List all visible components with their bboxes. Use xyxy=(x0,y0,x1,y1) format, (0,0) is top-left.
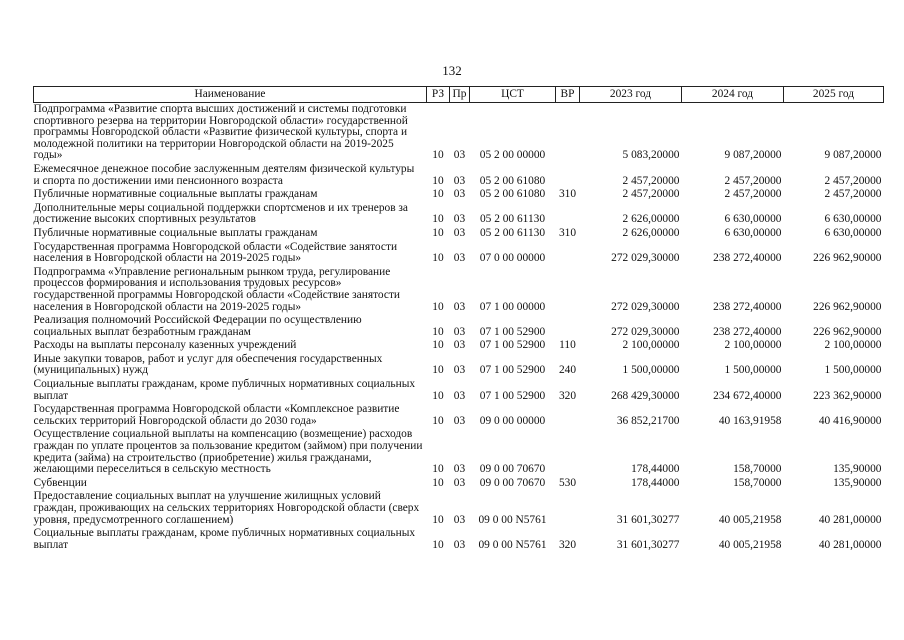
row-name: Расходы на выплаты персоналу казенных учреждений xyxy=(33,339,297,352)
row-2024: 40 163,91958 xyxy=(718,414,782,427)
row-pr: 03 xyxy=(453,463,466,476)
header-2024: 2024 год xyxy=(682,87,784,103)
row-rz: 10 xyxy=(432,339,444,352)
row-cst: 09 0 00 70670 xyxy=(479,476,546,489)
row-pr: 03 xyxy=(453,300,466,313)
header-2025: 2025 год xyxy=(784,87,884,103)
row-2023: 272 029,30000 xyxy=(611,325,680,338)
row-cst: 05 2 00 61130 xyxy=(479,226,546,239)
table-row xyxy=(34,163,884,188)
row-pr: 03 xyxy=(453,213,466,226)
row-vr: 240 xyxy=(558,364,577,377)
row-2025: 2 100,00000 xyxy=(824,339,882,352)
row-name: Реализация полномочий Российской Федерации по осуществлению социальных выплат безработным гражданам xyxy=(33,314,362,338)
row-2023: 2 626,00000 xyxy=(622,226,680,239)
table-row xyxy=(34,266,884,314)
row-rz: 10 xyxy=(432,389,444,402)
row-2024: 6 630,00000 xyxy=(724,213,782,226)
row-2024: 238 272,40000 xyxy=(713,300,782,313)
row-2025: 135,90000 xyxy=(833,476,882,489)
row-rz: 10 xyxy=(432,149,444,162)
row-vr: 320 xyxy=(558,389,577,402)
row-cst: 09 0 00 70670 xyxy=(479,463,546,476)
table-row xyxy=(34,403,884,428)
row-2025: 2 457,20000 xyxy=(824,188,882,201)
row-2025: 9 087,20000 xyxy=(824,149,882,162)
row-2023: 5 083,20000 xyxy=(622,149,680,162)
row-cst: 07 1 00 52900 xyxy=(479,325,546,338)
table-row xyxy=(34,202,884,227)
row-name: Подпрограмма «Управление региональным рынком труда, регулирование процессов формирования и использования трудовых ресурсов» государственной программы Новгородской области «Содействие занятости населения в Новгородской области на 2019-2025 годы» xyxy=(33,265,401,313)
row-pr: 03 xyxy=(453,389,466,402)
table-row xyxy=(34,339,884,353)
row-name: Публичные нормативные социальные выплаты гражданам xyxy=(33,226,318,239)
row-2023: 2 100,00000 xyxy=(622,339,680,352)
row-2023: 2 626,00000 xyxy=(622,213,680,226)
row-2023: 31 601,30277 xyxy=(616,513,680,526)
row-2025: 6 630,00000 xyxy=(824,226,882,239)
row-rz: 10 xyxy=(432,538,444,551)
row-vr xyxy=(556,266,580,314)
row-cst: 09 0 00 N5761 xyxy=(478,538,547,551)
row-cst: 07 1 00 52900 xyxy=(479,339,546,352)
table-row xyxy=(34,490,884,527)
row-2025: 40 281,00000 xyxy=(818,538,882,551)
row-2024: 6 630,00000 xyxy=(724,226,782,239)
row-rz: 10 xyxy=(432,213,444,226)
row-2023: 2 457,20000 xyxy=(622,188,680,201)
row-2024: 238 272,40000 xyxy=(713,325,782,338)
row-name: Социальные выплаты гражданам, кроме публичных нормативных социальных выплат xyxy=(33,378,416,402)
row-2023: 268 429,30000 xyxy=(611,389,680,402)
header-2023: 2023 год xyxy=(580,87,682,103)
row-vr xyxy=(556,314,580,339)
table-header-row xyxy=(34,87,884,103)
row-vr xyxy=(556,490,580,527)
table-row xyxy=(34,103,884,163)
row-2025: 226 962,90000 xyxy=(813,252,882,265)
header-pr: Пр xyxy=(450,87,470,103)
table-row xyxy=(34,428,884,476)
row-2024: 2 457,20000 xyxy=(724,174,782,187)
row-2024: 158,70000 xyxy=(733,476,782,489)
table-row xyxy=(34,477,884,491)
row-pr: 03 xyxy=(453,226,466,239)
row-2024: 234 672,40000 xyxy=(713,389,782,402)
row-name: Подпрограмма «Развитие спорта высших достижений и системы подготовки спортивного резерва на территории Новгородской области» государственной программы Новгородской области «Развитие физической культуры, спорта и молодежной политики на территории Новгородской области на 2019-2025 годы» xyxy=(33,103,408,162)
row-name: Государственная программа Новгородской области «Содействие занятости населения в Новгородской области на 2019-2025 годы» xyxy=(33,240,398,265)
row-cst: 07 0 00 00000 xyxy=(479,252,546,265)
row-name: Предоставление социальных выплат на улучшение жилищных условий граждан, проживающих на сельских территориях Новгородской области (сверх уровня, предусмотренного соглашением) xyxy=(33,490,420,526)
page-number: 132 xyxy=(442,63,462,78)
row-2025: 226 962,90000 xyxy=(813,325,882,338)
row-name: Осуществление социальной выплаты на компенсацию (возмещение) расходов граждан по уплате процентов за пользование кредитом (займом) при получении кредита (займа) на строительство (приобретение) жилья гражданами, желающими переселиться в сельскую местность xyxy=(33,428,423,476)
row-name: Социальные выплаты гражданам, кроме публичных нормативных социальных выплат xyxy=(33,527,416,551)
row-vr: 320 xyxy=(558,538,577,551)
row-pr: 03 xyxy=(453,364,466,377)
row-rz: 10 xyxy=(432,513,444,526)
row-rz: 10 xyxy=(432,414,444,427)
row-vr xyxy=(556,202,580,227)
row-2023: 36 852,21700 xyxy=(616,414,680,427)
row-rz: 10 xyxy=(432,226,444,239)
row-2023: 1 500,00000 xyxy=(622,364,680,377)
row-2024: 2 100,00000 xyxy=(724,339,782,352)
row-cst: 05 2 00 61130 xyxy=(479,213,546,226)
row-cst: 05 2 00 61080 xyxy=(479,174,546,187)
row-cst: 05 2 00 00000 xyxy=(479,149,546,162)
row-rz: 10 xyxy=(432,463,444,476)
row-cst: 09 0 00 00000 xyxy=(479,414,546,427)
budget-table xyxy=(33,86,884,552)
row-2024: 40 005,21958 xyxy=(718,538,782,551)
row-2024: 9 087,20000 xyxy=(724,149,782,162)
row-2023: 178,44000 xyxy=(631,463,680,476)
row-2023: 2 457,20000 xyxy=(622,174,680,187)
row-vr xyxy=(556,241,580,266)
row-name: Дополнительные меры социальной поддержки спортсменов и их тренеров за достижение высоких спортивных результатов xyxy=(33,201,408,226)
table-row xyxy=(34,188,884,202)
row-name: Государственная программа Новгородской области «Комплексное развитие сельских территорий Новгородской области до 2030 года» xyxy=(33,403,400,427)
row-cst: 05 2 00 61080 xyxy=(479,188,546,201)
row-2023: 178,44000 xyxy=(631,476,680,489)
row-pr: 03 xyxy=(453,538,466,551)
row-vr xyxy=(556,428,580,476)
row-2025: 223 362,90000 xyxy=(813,389,882,402)
row-name: Ежемесячное денежное пособие заслуженным деятелям физической культуры и спорта по достижении ими пенсионного возраста xyxy=(33,162,415,187)
row-2024: 238 272,40000 xyxy=(713,252,782,265)
row-name: Публичные нормативные социальные выплаты гражданам xyxy=(33,188,318,201)
row-2024: 1 500,00000 xyxy=(724,364,782,377)
row-rz: 10 xyxy=(432,188,444,201)
row-2023: 31 601,30277 xyxy=(616,538,680,551)
row-2025: 40 416,90000 xyxy=(818,414,882,427)
row-pr: 03 xyxy=(453,252,466,265)
header-name: Наименование xyxy=(34,87,427,103)
row-name: Иные закупки товаров, работ и услуг для обеспечения государственных (муниципальных) нужд xyxy=(33,352,383,377)
row-pr: 03 xyxy=(453,188,466,201)
row-name: Субвенции xyxy=(33,476,87,489)
row-rz: 10 xyxy=(432,174,444,187)
row-rz: 10 xyxy=(432,252,444,265)
row-cst: 07 1 00 52900 xyxy=(479,364,546,377)
row-pr: 03 xyxy=(453,414,466,427)
row-vr xyxy=(556,163,580,188)
row-pr: 03 xyxy=(453,339,466,352)
row-cst: 09 0 00 N5761 xyxy=(478,513,547,526)
table-row xyxy=(34,527,884,552)
table-body xyxy=(34,103,884,553)
row-vr: 310 xyxy=(558,188,577,201)
header-cst: ЦСТ xyxy=(470,87,556,103)
row-pr: 03 xyxy=(453,513,466,526)
row-pr: 03 xyxy=(453,325,466,338)
row-pr: 03 xyxy=(453,174,466,187)
header-rz: РЗ xyxy=(427,87,450,103)
row-cst: 07 1 00 52900 xyxy=(479,389,546,402)
row-2025: 1 500,00000 xyxy=(824,364,882,377)
row-2023: 272 029,30000 xyxy=(611,300,680,313)
row-2024: 2 457,20000 xyxy=(724,188,782,201)
header-vr: ВР xyxy=(556,87,580,103)
row-2025: 226 962,90000 xyxy=(813,300,882,313)
row-rz: 10 xyxy=(432,325,444,338)
row-vr: 530 xyxy=(558,476,577,489)
row-rz: 10 xyxy=(432,364,444,377)
table-row xyxy=(34,227,884,241)
table-row xyxy=(34,241,884,266)
row-rz: 10 xyxy=(432,476,444,489)
row-vr xyxy=(556,403,580,428)
row-2023: 272 029,30000 xyxy=(611,252,680,265)
row-2024: 158,70000 xyxy=(733,463,782,476)
row-2025: 2 457,20000 xyxy=(824,174,882,187)
row-vr xyxy=(556,103,580,163)
row-2024: 40 005,21958 xyxy=(718,513,782,526)
row-2025: 6 630,00000 xyxy=(824,213,882,226)
table-row xyxy=(34,314,884,339)
table-row xyxy=(34,378,884,403)
row-pr: 03 xyxy=(453,149,466,162)
row-2025: 40 281,00000 xyxy=(818,513,882,526)
row-2025: 135,90000 xyxy=(833,463,882,476)
row-vr: 310 xyxy=(558,226,577,239)
row-pr: 03 xyxy=(453,476,466,489)
row-cst: 07 1 00 00000 xyxy=(479,300,546,313)
table-row xyxy=(34,353,884,378)
row-vr: 110 xyxy=(559,339,576,352)
row-rz: 10 xyxy=(432,300,444,313)
